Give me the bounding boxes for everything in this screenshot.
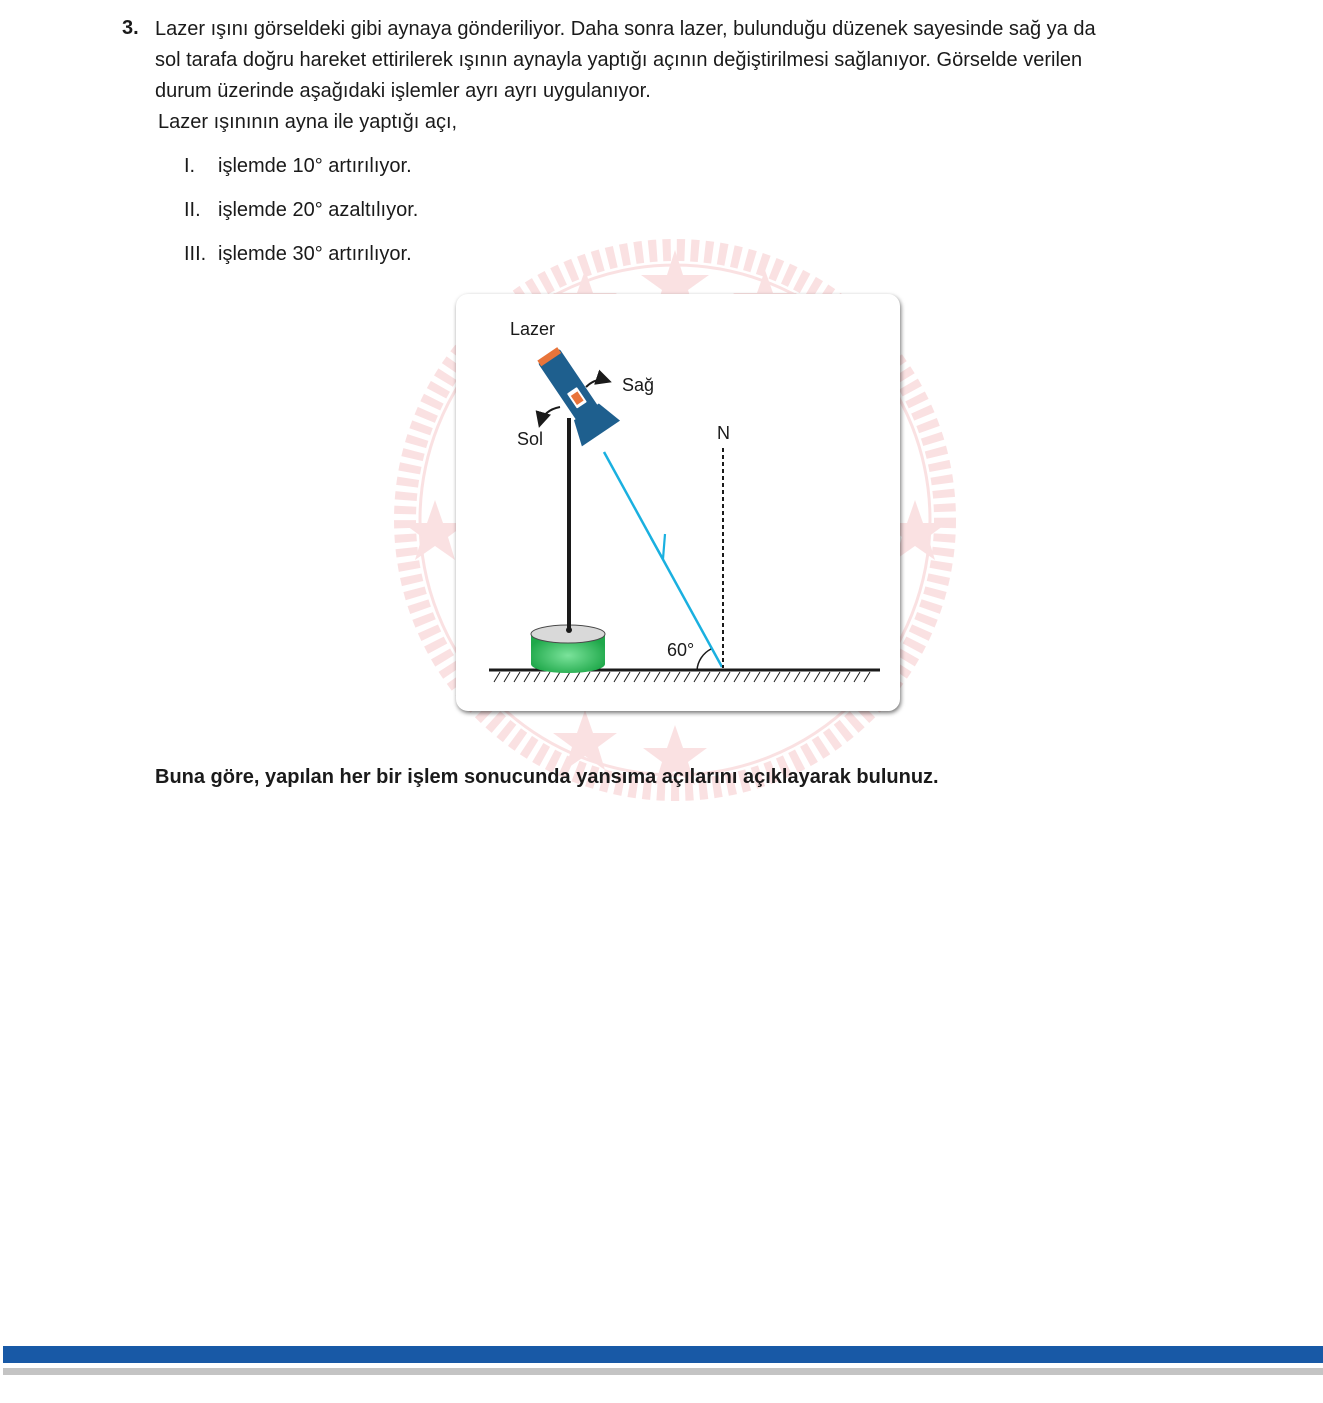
- list-item-number: III.: [184, 243, 207, 265]
- list-item-number: II.: [184, 199, 201, 221]
- question-text-line-3: durum üzerinde aşağıdaki işlemler ayrı ayrı uygulanıyor.: [155, 80, 651, 102]
- list-item: [184, 199, 418, 222]
- beam-direction-arrow: [651, 534, 665, 559]
- left-arrow-icon: [540, 407, 560, 424]
- mirror-hatching: [494, 672, 870, 682]
- question-text-line-1: Lazer ışını görseldeki gibi aynaya gönderiliyor. Daha sonra lazer, bulunduğu düzenek sayesinde sağ ya da: [155, 18, 1096, 40]
- footer-blue-bar: [3, 1346, 1323, 1363]
- laser-label: Lazer: [510, 319, 556, 339]
- angle-arc: [697, 649, 711, 670]
- angle-label: 60°: [667, 640, 695, 660]
- question-number: 3.: [122, 17, 139, 39]
- figure-card: [456, 294, 900, 711]
- footer-gray-bar: [3, 1368, 1323, 1375]
- list-item: [184, 155, 412, 178]
- list-item-number: I.: [184, 155, 196, 177]
- list-item-text: işlemde 10° artırılıyor.: [218, 155, 412, 177]
- left-label: Sol: [517, 429, 544, 449]
- right-arrow-icon: [586, 380, 608, 387]
- list-item-text: işlemde 30° artırılıyor.: [218, 243, 412, 265]
- right-label: Sağ: [622, 375, 655, 395]
- list-item-text: işlemde 20° azaltılıyor.: [218, 199, 419, 221]
- laser-mirror-diagram: [456, 294, 900, 711]
- question-stem: Lazer ışınının ayna ile yaptığı açı,: [158, 111, 458, 133]
- normal-label: N: [717, 423, 730, 443]
- question-text-line-2: sol tarafa doğru hareket ettirilerek ışının aynayla yaptığı açının değiştirilmesi sağlanıyor. Görselde verilen: [155, 49, 1083, 71]
- question-prompt: Buna göre, yapılan her bir işlem sonucunda yansıma açılarını açıklayarak bulunuz.: [155, 766, 939, 788]
- list-item: [184, 243, 412, 266]
